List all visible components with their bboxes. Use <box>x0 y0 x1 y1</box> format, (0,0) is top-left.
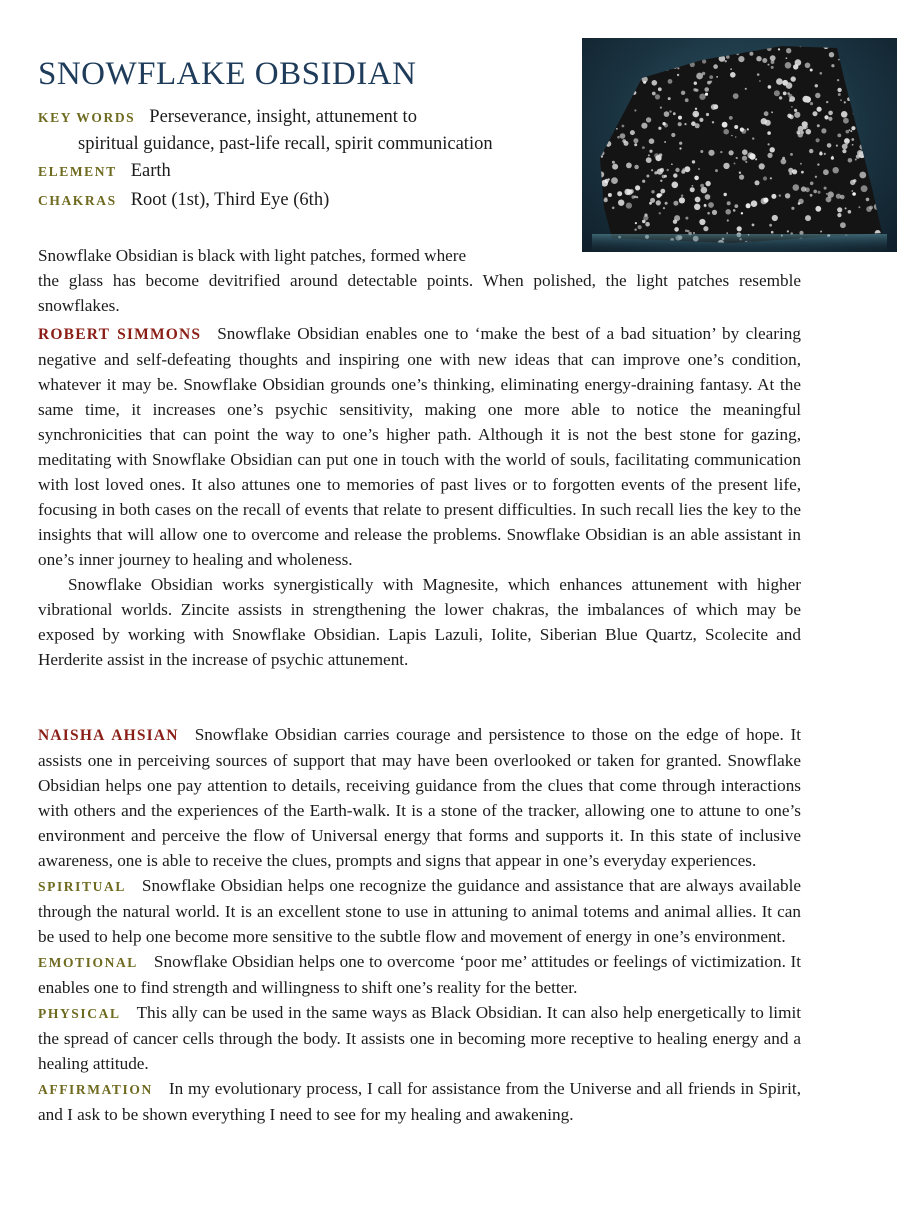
affirmation-paragraph: AFFIRMATION In my evolutionary process, I call for assistance from the Universe and all friends in Spirit, and I ask to be shown everything I need to see for my healing and awakening. <box>38 1079 801 1124</box>
robert-simmons-section <box>38 321 801 672</box>
key-words-line2: spiritual guidance, past-life recall, spirit communication <box>78 134 493 154</box>
robert-simmons-paragraph-2: Snowflake Obsidian works synergistically with Magnesite, which enhances attunement with higher vibrational worlds. Zincite assists in strengthening the lower chakras, the imbalances of which may be exposed by working with Snowflake Obsidian. Lapis Lazuli, Iolite, Siberian Blue Quartz, Scolecite and Herderite assist in the increase of psychic attunement. <box>38 575 801 669</box>
emotional-paragraph: EMOTIONAL Snowflake Obsidian helps one to overcome ‘poor me’ attitudes or feelings of victimization. It enables one to find strength and willingness to shift one’s reality for the better. <box>38 952 801 997</box>
spiritual-paragraph: SPIRITUAL Snowflake Obsidian helps one recognize the guidance and assistance that are always available through the natural world. It is an excellent stone to use in attuning to animal totems and animal allies. It can be used to help one become more sensitive to the subtle flow and movement of energy in one’s environment. <box>38 876 801 946</box>
element-label: ELEMENT <box>38 164 117 179</box>
page-title: SNOWFLAKE OBSIDIAN <box>38 56 417 92</box>
element-value: Earth <box>130 161 171 181</box>
intro-first-line: Snowflake Obsidian is black with light patches, formed where <box>38 246 467 265</box>
robert-simmons-author: ROBERT SIMMONS <box>38 326 202 343</box>
intro-paragraph: the glass has become devitrified around detectable points. When polished, the light patches resemble snowflakes. <box>38 271 801 315</box>
robert-simmons-paragraph-1: ROBERT SIMMONS Snowflake Obsidian enables one to ‘make the best of a bad situation’ by clearing negative and self-defeating thoughts and inspiring one with new ideas that can improve one’s condition, whatever it may be. Snowflake Obsidian grounds one’s thinking, eliminating energy-draining fantasy. At the same time, it increases one’s psychic sensitivity, making one more able to notice the meaningful synchronicities that can point the way to one’s higher path. Although it is not the best stone for gazing, meditating with Snowflake Obsidian can put one in touch with the world of souls, facilitating communication with lost loved ones. It also attunes one to memories of past lives or to forgotten events of the present life, focusing in both cases on the recall of events that relate to present difficulties. In such recall lies the key to the insights that will allow one to overcome and release the problems. Snowflake Obsidian is an able assistant in one’s inner journey to healing and wholeness. <box>38 324 801 569</box>
key-words-label: KEY WORDS <box>38 110 136 125</box>
stone-photo <box>582 38 897 252</box>
naisha-ahsian-paragraph-1: NAISHA AHSIAN Snowflake Obsidian carries courage and persistence to those on the edge of hope. It assists one in perceiving sources of support that may have been overlooked or taken for granted. Snowflake Obsidian helps one pay attention to details, receiving guidance from the clues that come through interactions with others and the experiences of the Earth-walk. It is a stone of the tracker, allowing one to attune to one’s environment and perceive the flow of Universal energy that forms and supports it. In this state of inclusive awareness, one is able to receive the clues, prompts and signs that appear in one’s everyday experiences. <box>38 725 802 870</box>
spiritual-label: SPIRITUAL <box>38 879 126 894</box>
affirmation-label: AFFIRMATION <box>38 1082 153 1097</box>
chakras-label: CHAKRAS <box>38 193 117 208</box>
key-words-line1: Perseverance, insight, attunement to <box>149 107 417 127</box>
emotional-label: EMOTIONAL <box>38 955 138 970</box>
chakras-row <box>38 187 329 214</box>
chakras-value: Root (1st), Third Eye (6th) <box>130 190 330 210</box>
element-row <box>38 158 171 185</box>
physical-label: PHYSICAL <box>38 1006 121 1021</box>
snowflake-obsidian-stone <box>582 38 897 252</box>
key-words-row <box>38 104 578 157</box>
naisha-ahsian-author: NAISHA AHSIAN <box>38 727 179 744</box>
physical-paragraph: PHYSICAL This ally can be used in the same ways as Black Obsidian. It can also help energetically to limit the spread of cancer cells through the body. It assists one in becoming more receptive to healing energy and a healing attitude. <box>38 1003 801 1073</box>
naisha-ahsian-section <box>38 722 801 1127</box>
